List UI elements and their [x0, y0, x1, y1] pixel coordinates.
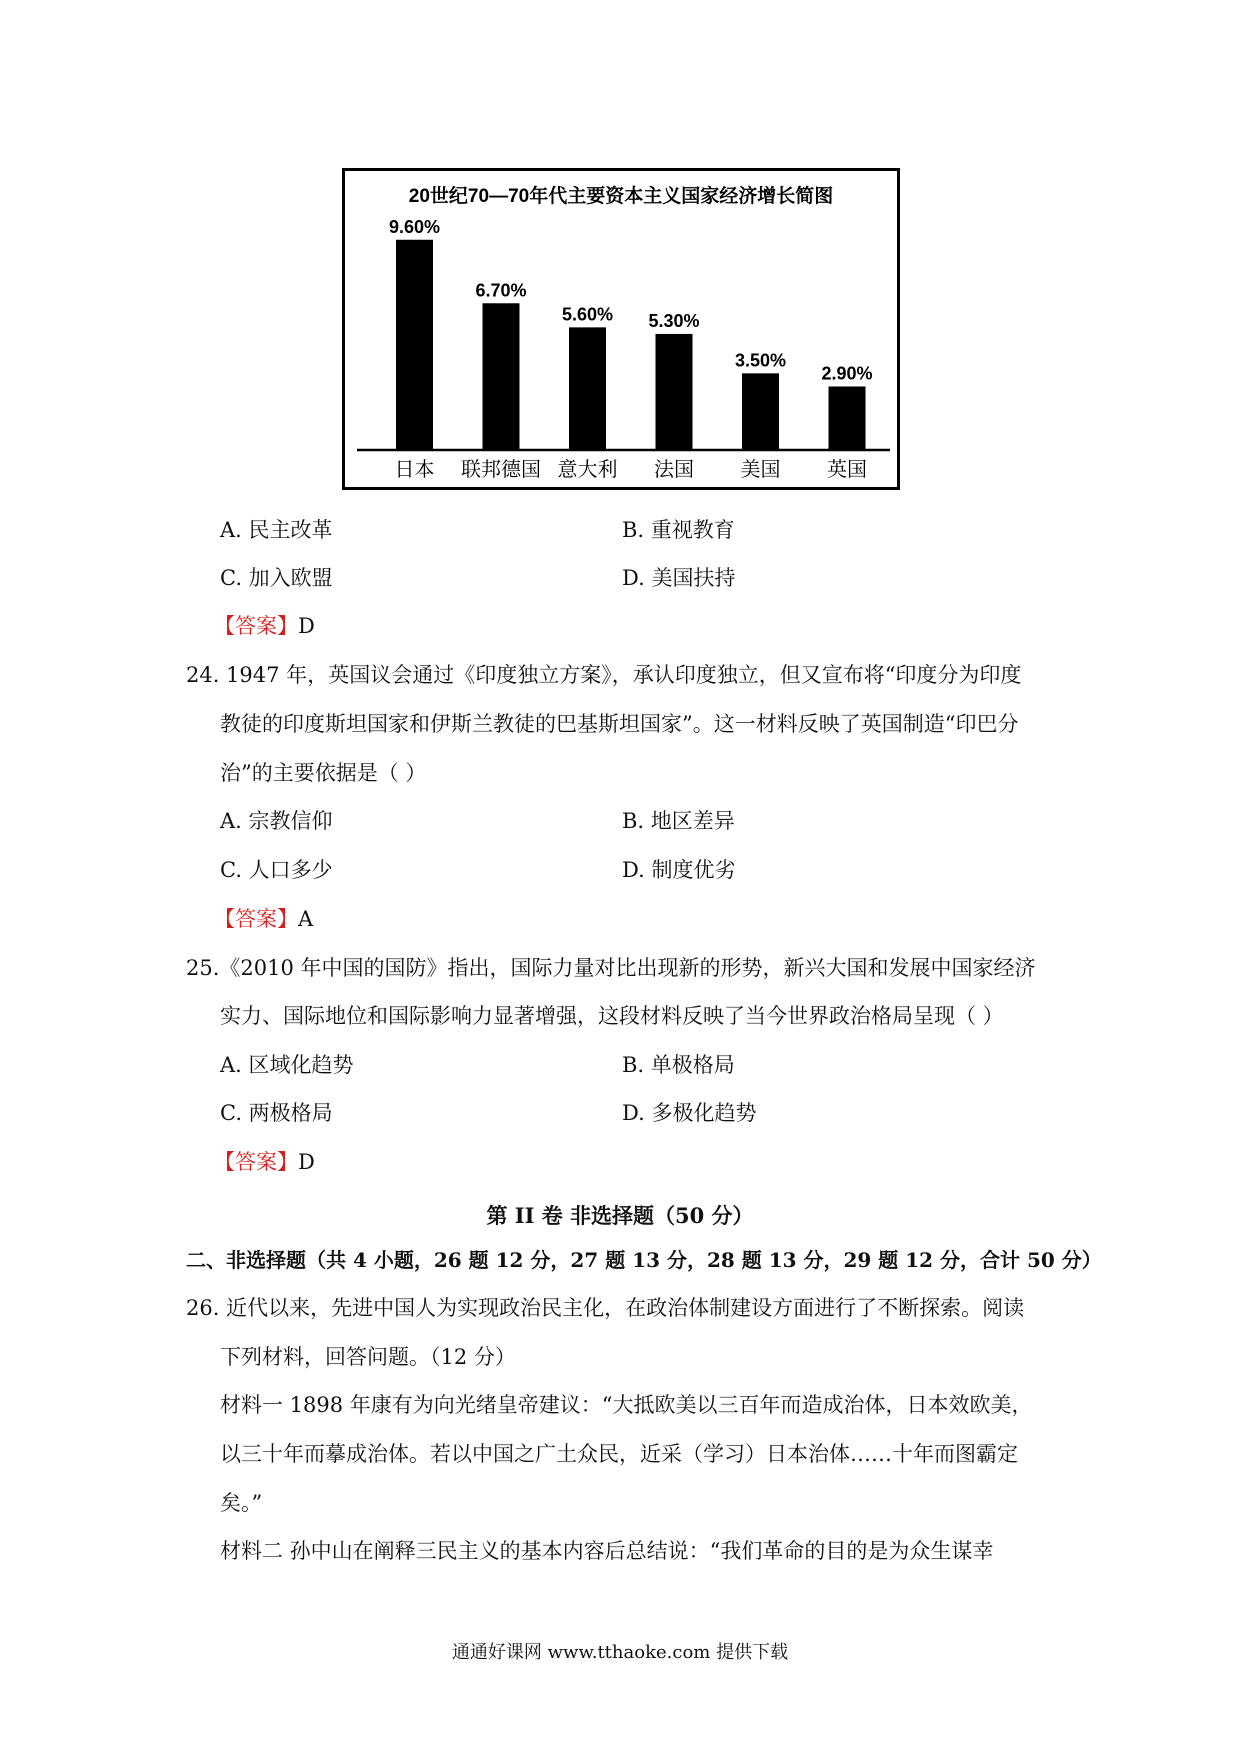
q25-option-d[interactable]: D. 多极化趋势	[622, 1101, 757, 1125]
q25-line-2: 实力、国际地位和国际影响力显著增强，这段材料反映了当今世界政治格局呈现（ ）	[220, 1004, 1004, 1028]
q26-line-4: 以三十年而摹成治体。若以中国之广土众民，近采（学习）日本治体……十年而图霸定	[220, 1442, 1018, 1466]
q24-option-b[interactable]: B. 地区差异	[622, 809, 735, 833]
answer-value: D	[298, 614, 315, 638]
page-footer: 通通好课网 www.tthaoke.com 提供下载	[451, 1642, 789, 1663]
category-label-5: 美国	[740, 457, 781, 481]
chart-title: 20世纪70—70年代主要资本主义国家经济增长简图	[408, 186, 834, 207]
bar-value-label-6: 2.90%	[821, 363, 873, 384]
q25-option-c[interactable]: C. 两极格局	[220, 1101, 333, 1125]
q24-line-3: 治”的主要依据是（ ）	[220, 761, 427, 785]
q24-option-d[interactable]: D. 制度优劣	[622, 858, 736, 882]
q23-answer	[214, 611, 315, 641]
q24-option-c[interactable]: C. 人口多少	[220, 858, 333, 882]
bar-value-label-3: 5.60%	[561, 304, 614, 325]
economic-growth-chart	[342, 168, 900, 490]
chart-canvas	[345, 171, 897, 487]
bar-2	[483, 303, 520, 450]
bar-5	[742, 373, 779, 450]
category-label-6: 英国	[827, 457, 867, 481]
bar-1	[396, 240, 433, 450]
category-label-2: 联邦德国	[461, 457, 541, 481]
q26-line-3: 材料一 1898 年康有为向光绪皇帝建议：“大抵欧美以三百年而造成治体，日本效欧美，	[220, 1393, 1033, 1417]
answer-value: A	[298, 907, 314, 931]
q23-option-b[interactable]: B. 重视教育	[622, 518, 735, 542]
category-label-3: 意大利	[557, 457, 618, 481]
q25-line-1: 25.《2010 年中国的国防》指出，国际力量对比出现新的形势，新兴大国和发展中国家经济	[186, 956, 1036, 980]
bar-6	[829, 386, 866, 450]
answer-tag: 【答案】	[214, 614, 298, 638]
q26-line-1: 26. 近代以来，先进中国人为实现政治民主化，在政治体制建设方面进行了不断探索。阅读	[186, 1296, 1025, 1320]
q24-line-1: 24. 1947 年，英国议会通过《印度独立方案》，承认印度独立，但又宣布将“印度分为印度	[186, 663, 1022, 687]
section-title: 第 II 卷 非选择题（50 分）	[486, 1203, 754, 1228]
bar-value-label-2: 6.70%	[475, 280, 527, 301]
q24-answer	[214, 904, 313, 934]
q25-option-a[interactable]: A. 区域化趋势	[220, 1053, 354, 1077]
q25-option-b[interactable]: B. 单极格局	[622, 1053, 735, 1077]
q26-line-6: 材料二 孙中山在阐释三民主义的基本内容后总结说：“我们革命的目的是为众生谋幸	[220, 1539, 994, 1563]
q23-option-d[interactable]: D. 美国扶持	[622, 566, 736, 590]
q24-option-a[interactable]: A. 宗教信仰	[220, 809, 333, 833]
bar-3	[569, 327, 606, 450]
answer-value: D	[298, 1150, 315, 1174]
answer-tag: 【答案】	[214, 1150, 298, 1174]
q24-line-2: 教徒的印度斯坦国家和伊斯兰教徒的巴基斯坦国家”。这一材料反映了英国制造“印巴分	[220, 712, 1019, 736]
answer-tag: 【答案】	[214, 907, 298, 931]
bar-value-label-4: 5.30%	[648, 310, 700, 331]
q23-option-a[interactable]: A. 民主改革	[220, 518, 333, 542]
category-label-1: 日本	[394, 457, 435, 481]
q25-answer	[214, 1147, 315, 1177]
q23-option-c[interactable]: C. 加入欧盟	[220, 566, 333, 590]
bar-value-label-5: 3.50%	[734, 350, 787, 371]
section-heading: 二、非选择题（共 4 小题，26 题 12 分，27 题 13 分，28 题 13 分，29 题 12 分，合计 50 分）	[186, 1248, 1102, 1272]
q26-line-5: 矣。”	[220, 1491, 263, 1515]
bar-value-label-1: 9.60%	[388, 216, 441, 237]
q26-line-2: 下列材料，回答问题。（12 分）	[220, 1345, 516, 1369]
category-label-4: 法国	[654, 457, 694, 481]
bar-4	[656, 334, 693, 450]
